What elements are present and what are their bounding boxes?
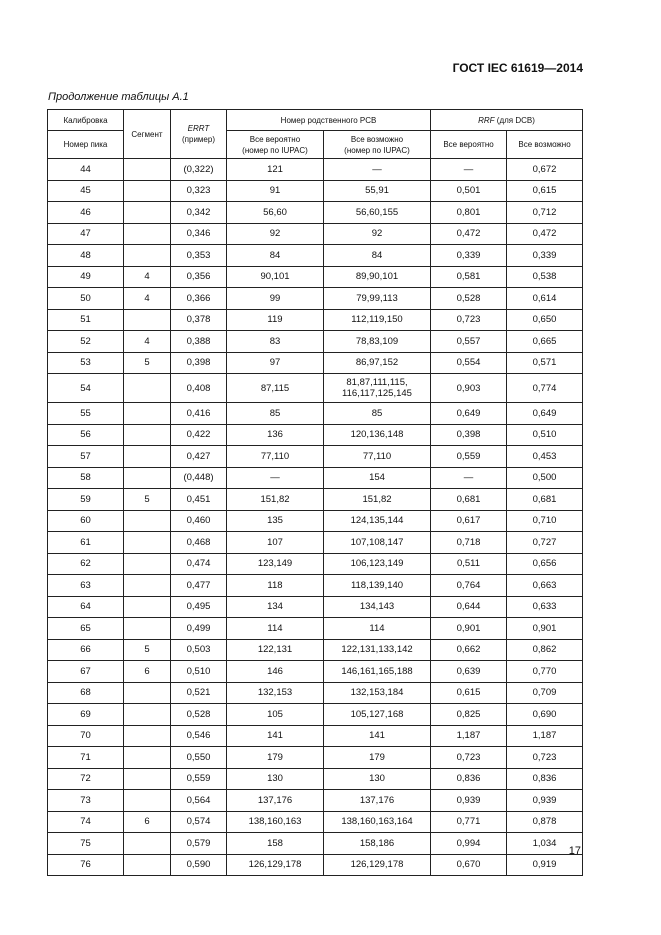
cell-pcb-all-possible: 130 bbox=[324, 768, 431, 790]
cell-peak-number: 72 bbox=[48, 768, 124, 790]
cell-pcb-all-possible: 138,160,163,164 bbox=[324, 811, 431, 833]
cell-rrf-all-possible: 0,836 bbox=[507, 768, 583, 790]
cell-peak-number: 62 bbox=[48, 553, 124, 575]
cell-segment bbox=[124, 618, 171, 640]
cell-pcb-all-likely: 158 bbox=[227, 833, 324, 855]
cell-rrf-all-possible: 1,187 bbox=[507, 725, 583, 747]
cell-pcb-all-possible: 132,153,184 bbox=[324, 682, 431, 704]
cell-segment: 5 bbox=[124, 639, 171, 661]
cell-rrf-all-likely: — bbox=[431, 467, 507, 489]
header-pcb-all-likely-label: Все вероятно bbox=[249, 134, 301, 144]
cell-rrf-all-likely: 0,771 bbox=[431, 811, 507, 833]
cell-rrf-all-likely: 0,528 bbox=[431, 288, 507, 310]
cell-pcb-all-likely: 135 bbox=[227, 510, 324, 532]
cell-peak-number: 74 bbox=[48, 811, 124, 833]
cell-rrf-all-possible: 0,939 bbox=[507, 790, 583, 812]
cell-peak-number: 55 bbox=[48, 403, 124, 425]
cell-rrf-all-possible: 0,774 bbox=[507, 374, 583, 403]
cell-rrf-all-likely: 0,903 bbox=[431, 374, 507, 403]
cell-pcb-all-possible: 124,135,144 bbox=[324, 510, 431, 532]
cell-errt: 0,528 bbox=[171, 704, 227, 726]
cell-rrf-all-likely: 0,559 bbox=[431, 446, 507, 468]
cell-rrf-all-possible: 0,878 bbox=[507, 811, 583, 833]
table-row bbox=[48, 575, 583, 597]
cell-pcb-all-possible: 158,186 bbox=[324, 833, 431, 855]
cell-peak-number: 63 bbox=[48, 575, 124, 597]
cell-rrf-all-possible: 0,571 bbox=[507, 352, 583, 374]
header-rrf bbox=[431, 110, 583, 131]
cell-segment bbox=[124, 245, 171, 267]
header-errt-label: ERRT bbox=[187, 124, 210, 133]
table-row bbox=[48, 489, 583, 511]
cell-pcb-all-possible: 55,91 bbox=[324, 180, 431, 202]
cell-peak-number: 44 bbox=[48, 159, 124, 181]
cell-rrf-all-likely: 0,723 bbox=[431, 747, 507, 769]
cell-peak-number: 51 bbox=[48, 309, 124, 331]
cell-pcb-all-possible: 120,136,148 bbox=[324, 424, 431, 446]
cell-segment bbox=[124, 768, 171, 790]
cell-segment: 6 bbox=[124, 661, 171, 683]
cell-errt: (0,448) bbox=[171, 467, 227, 489]
table-row bbox=[48, 467, 583, 489]
cell-segment bbox=[124, 725, 171, 747]
cell-pcb-all-likely: 151,82 bbox=[227, 489, 324, 511]
cell-peak-number: 61 bbox=[48, 532, 124, 554]
cell-rrf-all-likely: 0,511 bbox=[431, 553, 507, 575]
cell-errt: 0,366 bbox=[171, 288, 227, 310]
cell-rrf-all-possible: 0,663 bbox=[507, 575, 583, 597]
table-row bbox=[48, 374, 583, 403]
header-pcb-number: Номер родственного PCB bbox=[227, 110, 431, 131]
cell-peak-number: 53 bbox=[48, 352, 124, 374]
cell-rrf-all-possible: 0,712 bbox=[507, 202, 583, 224]
table-row bbox=[48, 618, 583, 640]
header-rrf-all-likely: Все вероятно bbox=[431, 131, 507, 159]
cell-pcb-all-likely: 134 bbox=[227, 596, 324, 618]
cell-rrf-all-likely: 0,649 bbox=[431, 403, 507, 425]
cell-pcb-all-likely: 132,153 bbox=[227, 682, 324, 704]
cell-pcb-all-likely: 118 bbox=[227, 575, 324, 597]
cell-rrf-all-likely: 0,472 bbox=[431, 223, 507, 245]
header-pcb-all-likely bbox=[227, 131, 324, 159]
cell-rrf-all-likely: 0,670 bbox=[431, 854, 507, 876]
cell-pcb-all-possible: 151,82 bbox=[324, 489, 431, 511]
header-calibration: Калибровка bbox=[48, 110, 124, 131]
cell-rrf-all-likely: 0,639 bbox=[431, 661, 507, 683]
cell-pcb-all-likely: 84 bbox=[227, 245, 324, 267]
cell-rrf-all-possible: 0,649 bbox=[507, 403, 583, 425]
table-row bbox=[48, 811, 583, 833]
cell-segment: 4 bbox=[124, 266, 171, 288]
header-pcb-all-likely-note: (номер по IUPAC) bbox=[242, 145, 308, 155]
cell-pcb-all-likely: 97 bbox=[227, 352, 324, 374]
cell-errt: 0,495 bbox=[171, 596, 227, 618]
cell-rrf-all-possible: 0,672 bbox=[507, 159, 583, 181]
table-row bbox=[48, 532, 583, 554]
cell-errt: 0,378 bbox=[171, 309, 227, 331]
table-row bbox=[48, 403, 583, 425]
cell-pcb-all-possible: 107,108,147 bbox=[324, 532, 431, 554]
cell-peak-number: 70 bbox=[48, 725, 124, 747]
cell-pcb-all-possible: 154 bbox=[324, 467, 431, 489]
header-errt bbox=[171, 110, 227, 159]
cell-rrf-all-likely: 0,501 bbox=[431, 180, 507, 202]
cell-rrf-all-possible: 0,681 bbox=[507, 489, 583, 511]
cell-pcb-all-possible: 114 bbox=[324, 618, 431, 640]
cell-peak-number: 50 bbox=[48, 288, 124, 310]
cell-errt: 0,408 bbox=[171, 374, 227, 403]
cell-pcb-all-possible: 122,131,133,142 bbox=[324, 639, 431, 661]
cell-segment: 5 bbox=[124, 489, 171, 511]
cell-pcb-all-possible: 134,143 bbox=[324, 596, 431, 618]
cell-errt: 0,451 bbox=[171, 489, 227, 511]
table-row bbox=[48, 725, 583, 747]
cell-rrf-all-possible: 0,538 bbox=[507, 266, 583, 288]
cell-errt: 0,564 bbox=[171, 790, 227, 812]
cell-segment bbox=[124, 596, 171, 618]
table-row bbox=[48, 309, 583, 331]
cell-rrf-all-possible: 0,665 bbox=[507, 331, 583, 353]
cell-pcb-all-possible: 112,119,150 bbox=[324, 309, 431, 331]
cell-segment bbox=[124, 202, 171, 224]
cell-pcb-all-possible: 105,127,168 bbox=[324, 704, 431, 726]
cell-errt: 0,356 bbox=[171, 266, 227, 288]
cell-rrf-all-possible: 0,453 bbox=[507, 446, 583, 468]
cell-peak-number: 69 bbox=[48, 704, 124, 726]
table-row bbox=[48, 180, 583, 202]
cell-rrf-all-possible: 0,339 bbox=[507, 245, 583, 267]
cell-errt: 0,574 bbox=[171, 811, 227, 833]
cell-peak-number: 56 bbox=[48, 424, 124, 446]
cell-peak-number: 58 bbox=[48, 467, 124, 489]
header-pcb-all-possible-note: (номер по IUPAC) bbox=[344, 145, 410, 155]
cell-pcb-all-possible: 79,99,113 bbox=[324, 288, 431, 310]
cell-segment bbox=[124, 467, 171, 489]
cell-errt: 0,550 bbox=[171, 747, 227, 769]
cell-pcb-all-possible: 78,83,109 bbox=[324, 331, 431, 353]
cell-peak-number: 68 bbox=[48, 682, 124, 704]
cell-pcb-all-likely: 121 bbox=[227, 159, 324, 181]
cell-segment bbox=[124, 309, 171, 331]
cell-pcb-all-possible: 84 bbox=[324, 245, 431, 267]
cell-peak-number: 60 bbox=[48, 510, 124, 532]
table-row bbox=[48, 245, 583, 267]
cell-peak-number: 57 bbox=[48, 446, 124, 468]
cell-errt: 0,503 bbox=[171, 639, 227, 661]
table-row bbox=[48, 682, 583, 704]
cell-pcb-all-possible: 85 bbox=[324, 403, 431, 425]
cell-peak-number: 52 bbox=[48, 331, 124, 353]
cell-rrf-all-likely: — bbox=[431, 159, 507, 181]
cell-pcb-all-likely: 91 bbox=[227, 180, 324, 202]
cell-rrf-all-possible: 0,633 bbox=[507, 596, 583, 618]
table-caption: Продолжение таблицы А.1 bbox=[48, 91, 189, 103]
cell-rrf-all-likely: 0,581 bbox=[431, 266, 507, 288]
cell-rrf-all-likely: 0,398 bbox=[431, 424, 507, 446]
cell-pcb-all-possible: 92 bbox=[324, 223, 431, 245]
cell-pcb-all-likely: 122,131 bbox=[227, 639, 324, 661]
cell-pcb-all-possible: 126,129,178 bbox=[324, 854, 431, 876]
cell-rrf-all-likely: 0,801 bbox=[431, 202, 507, 224]
cell-peak-number: 54 bbox=[48, 374, 124, 403]
table-row bbox=[48, 159, 583, 181]
cell-rrf-all-likely: 0,557 bbox=[431, 331, 507, 353]
cell-errt: 0,353 bbox=[171, 245, 227, 267]
cell-segment: 6 bbox=[124, 811, 171, 833]
table-row bbox=[48, 747, 583, 769]
cell-pcb-all-possible: 106,123,149 bbox=[324, 553, 431, 575]
cell-segment: 4 bbox=[124, 331, 171, 353]
cell-errt: 0,460 bbox=[171, 510, 227, 532]
cell-pcb-all-likely: 138,160,163 bbox=[227, 811, 324, 833]
table-row bbox=[48, 833, 583, 855]
cell-segment bbox=[124, 704, 171, 726]
table-row bbox=[48, 288, 583, 310]
cell-peak-number: 47 bbox=[48, 223, 124, 245]
cell-segment: 5 bbox=[124, 352, 171, 374]
cell-pcb-all-likely: 56,60 bbox=[227, 202, 324, 224]
cell-pcb-all-possible: 56,60,155 bbox=[324, 202, 431, 224]
cell-peak-number: 64 bbox=[48, 596, 124, 618]
document-standard-code: ГОСТ IEC 61619—2014 bbox=[452, 61, 583, 75]
cell-segment bbox=[124, 446, 171, 468]
table-row bbox=[48, 596, 583, 618]
cell-errt: 0,342 bbox=[171, 202, 227, 224]
cell-rrf-all-possible: 0,710 bbox=[507, 510, 583, 532]
cell-pcb-all-likely: 179 bbox=[227, 747, 324, 769]
cell-rrf-all-likely: 0,836 bbox=[431, 768, 507, 790]
table-row bbox=[48, 446, 583, 468]
cell-rrf-all-possible: 0,727 bbox=[507, 532, 583, 554]
cell-rrf-all-possible: 0,709 bbox=[507, 682, 583, 704]
cell-rrf-all-likely: 0,644 bbox=[431, 596, 507, 618]
cell-segment bbox=[124, 223, 171, 245]
cell-peak-number: 71 bbox=[48, 747, 124, 769]
cell-rrf-all-likely: 0,723 bbox=[431, 309, 507, 331]
cell-peak-number: 67 bbox=[48, 661, 124, 683]
pcb-peak-table bbox=[47, 109, 583, 876]
cell-rrf-all-likely: 0,617 bbox=[431, 510, 507, 532]
page-number: 17 bbox=[568, 845, 581, 857]
cell-errt: 0,427 bbox=[171, 446, 227, 468]
header-rrf-label: RRF bbox=[478, 115, 495, 125]
cell-peak-number: 49 bbox=[48, 266, 124, 288]
cell-rrf-all-likely: 0,764 bbox=[431, 575, 507, 597]
cell-peak-number: 75 bbox=[48, 833, 124, 855]
cell-errt: 0,416 bbox=[171, 403, 227, 425]
cell-rrf-all-possible: 0,901 bbox=[507, 618, 583, 640]
table-body bbox=[48, 159, 583, 876]
cell-pcb-all-possible: 137,176 bbox=[324, 790, 431, 812]
cell-peak-number: 73 bbox=[48, 790, 124, 812]
cell-pcb-all-possible: 146,161,165,188 bbox=[324, 661, 431, 683]
cell-pcb-all-likely: 92 bbox=[227, 223, 324, 245]
cell-pcb-all-likely: 87,115 bbox=[227, 374, 324, 403]
table-row bbox=[48, 768, 583, 790]
cell-pcb-all-likely: 99 bbox=[227, 288, 324, 310]
table-row bbox=[48, 661, 583, 683]
cell-segment bbox=[124, 510, 171, 532]
cell-peak-number: 66 bbox=[48, 639, 124, 661]
header-rrf-note: (для DCB) bbox=[494, 115, 535, 125]
cell-pcb-all-possible: 118,139,140 bbox=[324, 575, 431, 597]
cell-pcb-all-likely: 85 bbox=[227, 403, 324, 425]
table-row bbox=[48, 854, 583, 876]
cell-segment bbox=[124, 424, 171, 446]
table-row bbox=[48, 352, 583, 374]
cell-pcb-all-likely: 126,129,178 bbox=[227, 854, 324, 876]
cell-pcb-all-possible: 179 bbox=[324, 747, 431, 769]
cell-rrf-all-possible: 0,472 bbox=[507, 223, 583, 245]
cell-errt: 0,521 bbox=[171, 682, 227, 704]
table-row bbox=[48, 266, 583, 288]
header-rrf-all-possible: Все возможно bbox=[507, 131, 583, 159]
cell-errt: 0,579 bbox=[171, 833, 227, 855]
cell-errt: 0,510 bbox=[171, 661, 227, 683]
cell-pcb-all-likely: 119 bbox=[227, 309, 324, 331]
cell-rrf-all-likely: 0,901 bbox=[431, 618, 507, 640]
cell-peak-number: 59 bbox=[48, 489, 124, 511]
cell-errt: 0,559 bbox=[171, 768, 227, 790]
cell-segment bbox=[124, 374, 171, 403]
header-peak-number: Номер пика bbox=[48, 131, 124, 159]
cell-rrf-all-possible: 0,510 bbox=[507, 424, 583, 446]
header-errt-note: (пример) bbox=[182, 135, 215, 144]
cell-peak-number: 48 bbox=[48, 245, 124, 267]
table-row bbox=[48, 202, 583, 224]
header-pcb-all-possible bbox=[324, 131, 431, 159]
cell-segment bbox=[124, 575, 171, 597]
cell-rrf-all-likely: 0,339 bbox=[431, 245, 507, 267]
cell-rrf-all-possible: 0,770 bbox=[507, 661, 583, 683]
cell-errt: 0,477 bbox=[171, 575, 227, 597]
cell-rrf-all-likely: 0,825 bbox=[431, 704, 507, 726]
cell-segment bbox=[124, 532, 171, 554]
cell-rrf-all-likely: 1,187 bbox=[431, 725, 507, 747]
cell-rrf-all-possible: 0,656 bbox=[507, 553, 583, 575]
cell-pcb-all-possible: 81,87,111,115, 116,117,125,145 bbox=[324, 374, 431, 403]
cell-pcb-all-possible: 77,110 bbox=[324, 446, 431, 468]
cell-rrf-all-possible: 0,690 bbox=[507, 704, 583, 726]
cell-segment bbox=[124, 159, 171, 181]
cell-rrf-all-possible: 0,615 bbox=[507, 180, 583, 202]
cell-rrf-all-possible: 0,723 bbox=[507, 747, 583, 769]
cell-rrf-all-likely: 0,939 bbox=[431, 790, 507, 812]
cell-rrf-all-possible: 0,650 bbox=[507, 309, 583, 331]
table-row bbox=[48, 424, 583, 446]
cell-segment bbox=[124, 682, 171, 704]
cell-pcb-all-likely: 114 bbox=[227, 618, 324, 640]
cell-errt: 0,499 bbox=[171, 618, 227, 640]
cell-rrf-all-likely: 0,994 bbox=[431, 833, 507, 855]
cell-rrf-all-likely: 0,681 bbox=[431, 489, 507, 511]
table-row bbox=[48, 223, 583, 245]
cell-errt: 0,546 bbox=[171, 725, 227, 747]
cell-errt: 0,346 bbox=[171, 223, 227, 245]
cell-rrf-all-possible: 0,614 bbox=[507, 288, 583, 310]
table-row bbox=[48, 704, 583, 726]
cell-rrf-all-possible: 0,862 bbox=[507, 639, 583, 661]
cell-pcb-all-likely: 83 bbox=[227, 331, 324, 353]
cell-pcb-all-likely: 141 bbox=[227, 725, 324, 747]
cell-pcb-all-likely: — bbox=[227, 467, 324, 489]
cell-errt: 0,388 bbox=[171, 331, 227, 353]
cell-segment bbox=[124, 180, 171, 202]
table-row bbox=[48, 331, 583, 353]
cell-pcb-all-likely: 136 bbox=[227, 424, 324, 446]
cell-pcb-all-possible: — bbox=[324, 159, 431, 181]
cell-pcb-all-likely: 107 bbox=[227, 532, 324, 554]
cell-peak-number: 65 bbox=[48, 618, 124, 640]
cell-errt: 0,474 bbox=[171, 553, 227, 575]
cell-segment bbox=[124, 790, 171, 812]
cell-segment bbox=[124, 833, 171, 855]
cell-pcb-all-possible: 89,90,101 bbox=[324, 266, 431, 288]
cell-segment bbox=[124, 747, 171, 769]
cell-errt: 0,323 bbox=[171, 180, 227, 202]
cell-errt: 0,468 bbox=[171, 532, 227, 554]
cell-rrf-all-likely: 0,718 bbox=[431, 532, 507, 554]
cell-peak-number: 45 bbox=[48, 180, 124, 202]
cell-rrf-all-likely: 0,554 bbox=[431, 352, 507, 374]
header-pcb-all-possible-label: Все возможно bbox=[350, 134, 404, 144]
cell-pcb-all-likely: 90,101 bbox=[227, 266, 324, 288]
cell-pcb-all-likely: 146 bbox=[227, 661, 324, 683]
cell-segment: 4 bbox=[124, 288, 171, 310]
cell-pcb-all-likely: 123,149 bbox=[227, 553, 324, 575]
cell-errt: (0,322) bbox=[171, 159, 227, 181]
cell-rrf-all-likely: 0,615 bbox=[431, 682, 507, 704]
header-segment: Сегмент bbox=[124, 110, 171, 159]
table-row bbox=[48, 639, 583, 661]
table-row bbox=[48, 510, 583, 532]
cell-pcb-all-possible: 141 bbox=[324, 725, 431, 747]
cell-pcb-all-likely: 137,176 bbox=[227, 790, 324, 812]
cell-segment bbox=[124, 553, 171, 575]
cell-rrf-all-possible: 0,919 bbox=[507, 854, 583, 876]
cell-segment bbox=[124, 854, 171, 876]
cell-rrf-all-possible: 0,500 bbox=[507, 467, 583, 489]
cell-errt: 0,590 bbox=[171, 854, 227, 876]
cell-segment bbox=[124, 403, 171, 425]
cell-errt: 0,398 bbox=[171, 352, 227, 374]
cell-errt: 0,422 bbox=[171, 424, 227, 446]
table-row bbox=[48, 790, 583, 812]
cell-pcb-all-likely: 77,110 bbox=[227, 446, 324, 468]
cell-pcb-all-likely: 130 bbox=[227, 768, 324, 790]
cell-rrf-all-likely: 0,662 bbox=[431, 639, 507, 661]
cell-peak-number: 46 bbox=[48, 202, 124, 224]
cell-pcb-all-possible: 86,97,152 bbox=[324, 352, 431, 374]
cell-rrf-all-possible: 1,034 bbox=[507, 833, 583, 855]
cell-peak-number: 76 bbox=[48, 854, 124, 876]
cell-pcb-all-likely: 105 bbox=[227, 704, 324, 726]
table-row bbox=[48, 553, 583, 575]
